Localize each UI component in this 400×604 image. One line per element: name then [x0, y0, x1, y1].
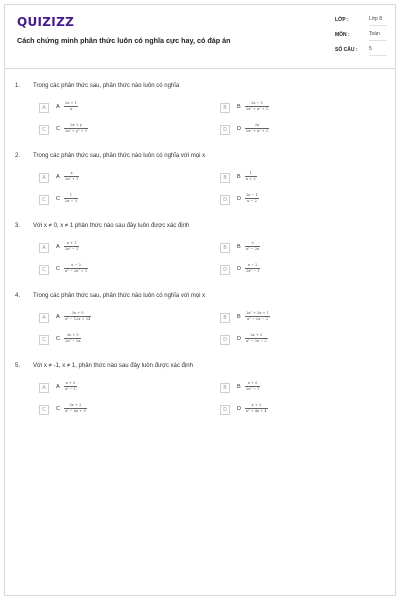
answer-option-c[interactable] — [39, 335, 189, 349]
option-checkbox[interactable]: D — [220, 125, 230, 135]
fraction-expression — [245, 193, 259, 203]
option-letter: A — [56, 384, 60, 390]
fraction-denominator: 2x² + y² + 1 — [65, 128, 88, 133]
fraction-numerator: 1 — [69, 193, 73, 197]
answer-option-d[interactable] — [220, 405, 370, 419]
fraction-expression — [64, 101, 78, 111]
option-checkbox[interactable]: B — [220, 313, 230, 323]
fraction-expression — [245, 101, 269, 111]
fraction-expression — [64, 333, 81, 343]
option-letter: A — [56, 244, 60, 250]
answer-option-d[interactable] — [220, 195, 370, 209]
question-2 — [5, 151, 395, 221]
fraction-expression — [64, 381, 77, 391]
worksheet-title: Cách chứng minh phân thức luôn có nghĩa cực hay, có đáp án — [17, 36, 231, 45]
fraction-expression — [245, 403, 268, 413]
fraction-denominator: x² − 2x — [246, 246, 260, 251]
fraction-expression — [245, 241, 260, 251]
question-number: 3. — [15, 223, 21, 229]
quizizz-logo: QUIZIZZ — [17, 15, 75, 29]
meta-row-class — [335, 17, 387, 32]
fraction-numerator: 3x + 5 — [71, 311, 84, 315]
worksheet-page — [4, 4, 396, 596]
question-number: 4. — [15, 293, 21, 299]
question-number: 2. — [15, 153, 21, 159]
option-checkbox[interactable]: C — [39, 195, 49, 205]
answer-option-c[interactable] — [39, 265, 189, 279]
option-checkbox[interactable]: C — [39, 405, 49, 415]
option-checkbox[interactable]: A — [39, 243, 49, 253]
fraction-expression — [245, 381, 260, 391]
fraction-denominator: x² − 12x + 34 — [65, 316, 91, 321]
fraction-denominator: x − 2 — [247, 198, 257, 203]
answer-option-c[interactable] — [39, 125, 189, 139]
fraction-denominator: x² − 2x − 2 — [246, 338, 267, 343]
meta-label: SỐ CÂU : — [335, 47, 358, 53]
option-letter: D — [237, 336, 241, 342]
fraction-numerator: x − 2 — [247, 263, 258, 267]
fraction-numerator: 2x + 1 — [65, 101, 77, 105]
option-checkbox[interactable]: A — [39, 383, 49, 393]
fraction-numerator: 2x² + 3x + 1 — [246, 311, 269, 315]
fraction-denominator: x² − 2x − 2 — [247, 316, 268, 321]
fraction-denominator: x² − 1 — [65, 386, 77, 391]
option-letter: D — [237, 266, 241, 272]
option-letter: B — [237, 174, 241, 180]
option-checkbox[interactable]: C — [39, 125, 49, 135]
option-checkbox[interactable]: B — [220, 383, 230, 393]
option-checkbox[interactable]: C — [39, 265, 49, 275]
fraction-numerator: x + 2 — [251, 403, 262, 407]
fraction-denominator: x² − 6x + 9 — [65, 408, 86, 413]
option-checkbox[interactable]: B — [220, 103, 230, 113]
fraction-denominator: x + 2 — [246, 176, 256, 181]
meta-label: LỚP : — [335, 17, 349, 23]
fraction-numerator: 3x + 2 — [69, 403, 82, 407]
fraction-numerator: x + 1 — [66, 241, 77, 245]
answer-option-b[interactable] — [220, 313, 370, 327]
fraction-numerator: x − 2 — [71, 263, 81, 267]
answer-option-c[interactable] — [39, 405, 189, 419]
option-letter: B — [237, 384, 241, 390]
question-number: 1. — [15, 83, 21, 89]
option-letter: A — [56, 104, 60, 110]
question-text: Với x ≠ 0, x ≠ 1 phân thức nào sau đây luôn được xác định — [33, 223, 190, 229]
fraction-expression — [64, 311, 91, 321]
option-letter: D — [237, 126, 241, 132]
option-letter: A — [56, 174, 60, 180]
meta-value: Lớp 8 — [369, 16, 387, 26]
answer-option-c[interactable] — [39, 195, 189, 209]
fraction-denominator: 2x − 3 — [65, 198, 77, 203]
fraction-numerator: x + 5 — [65, 381, 76, 385]
option-letter: D — [237, 196, 241, 202]
option-letter: A — [56, 314, 60, 320]
question-5 — [5, 361, 395, 431]
fraction-denominator: 2x² − 2 — [65, 246, 79, 251]
answer-option-b[interactable] — [220, 103, 370, 117]
fraction-numerator: 2x + y — [70, 123, 82, 127]
meta-row-question-count — [335, 47, 387, 62]
answer-option-d[interactable] — [220, 125, 370, 139]
meta-label: MÔN : — [335, 32, 350, 38]
answer-option-a[interactable] — [39, 173, 189, 187]
answer-option-b[interactable] — [220, 243, 370, 257]
question-list — [5, 81, 395, 431]
question-4 — [5, 291, 395, 361]
fraction-numerator: 2x + 3 — [250, 333, 263, 337]
fraction-expression — [64, 193, 78, 203]
option-letter: C — [56, 336, 60, 342]
option-letter: C — [56, 196, 60, 202]
option-checkbox[interactable]: D — [220, 265, 230, 275]
fraction-expression — [245, 263, 260, 273]
fraction-expression — [64, 403, 87, 413]
question-number: 5. — [15, 363, 21, 369]
meta-value: 5 — [369, 46, 387, 56]
fraction-expression — [245, 311, 270, 321]
fraction-expression — [245, 123, 269, 133]
worksheet-meta — [335, 17, 387, 62]
fraction-expression — [64, 171, 79, 181]
fraction-numerator: 3x + 5 — [66, 333, 79, 337]
fraction-numerator: 3 — [251, 241, 254, 245]
option-checkbox[interactable]: A — [39, 173, 49, 183]
option-letter: B — [237, 104, 241, 110]
option-letter: C — [56, 406, 60, 412]
fraction-denominator: 2x² − 1 — [246, 268, 260, 273]
fraction-expression — [64, 263, 88, 273]
fraction-denominator: 2x² − 1 — [246, 386, 260, 391]
option-checkbox[interactable]: A — [39, 103, 49, 113]
fraction-numerator: 2x − 1 — [246, 193, 258, 197]
fraction-expression — [64, 123, 88, 133]
question-text: Trong các phân thức sau, phân thức nào luôn có nghĩa với mọi x — [33, 293, 206, 299]
answer-option-a[interactable] — [39, 243, 189, 257]
option-checkbox[interactable]: D — [220, 195, 230, 205]
option-letter: C — [56, 126, 60, 132]
worksheet-header — [5, 5, 395, 69]
question-1 — [5, 81, 395, 151]
meta-value: Toán — [369, 31, 387, 41]
fraction-denominator: x — [69, 106, 72, 111]
fraction-numerator: 1 — [249, 171, 252, 175]
fraction-denominator: x² − 2x² + 1 — [65, 268, 88, 273]
question-text: Trong các phân thức sau, phân thức nào luôn có nghĩa — [33, 83, 180, 89]
answer-option-a[interactable] — [39, 383, 189, 397]
fraction-numerator: x — [70, 171, 73, 175]
question-3 — [5, 221, 395, 291]
fraction-numerator: 2x − 1 — [251, 101, 263, 105]
answer-option-b[interactable] — [220, 173, 370, 187]
answer-option-b[interactable] — [220, 383, 370, 397]
fraction-numerator: x + 5 — [247, 381, 258, 385]
meta-row-subject — [335, 32, 387, 47]
fraction-expression — [245, 333, 268, 343]
option-checkbox[interactable]: D — [220, 405, 230, 415]
option-checkbox[interactable]: B — [220, 243, 230, 253]
fraction-denominator: x² + 4x + 4 — [246, 408, 267, 413]
fraction-expression — [245, 171, 257, 181]
option-checkbox[interactable]: D — [220, 335, 230, 345]
answer-option-a[interactable] — [39, 103, 189, 117]
fraction-denominator: 2x² + 1 — [65, 176, 79, 181]
question-text: Với x ≠ -1, x ≠ 1, phân thức nào sau đây luôn được xác định — [33, 363, 193, 369]
option-checkbox[interactable]: B — [220, 173, 230, 183]
option-checkbox[interactable]: A — [39, 313, 49, 323]
fraction-denominator: 2x² − 2x — [65, 338, 81, 343]
option-letter: B — [237, 314, 241, 320]
answer-option-a[interactable] — [39, 313, 189, 327]
answer-option-d[interactable] — [220, 335, 370, 349]
option-checkbox[interactable]: C — [39, 335, 49, 345]
question-text: Trong các phân thức sau, phân thức nào luôn có nghĩa với mọi x — [33, 153, 206, 159]
option-letter: B — [237, 244, 241, 250]
fraction-expression — [64, 241, 79, 251]
answer-option-d[interactable] — [220, 265, 370, 279]
option-letter: C — [56, 266, 60, 272]
fraction-numerator: 2x — [254, 123, 260, 127]
option-letter: D — [237, 406, 241, 412]
fraction-denominator: 2x² + x² + 1 — [246, 106, 269, 111]
fraction-denominator: 2x² + x² + 1 — [246, 128, 269, 133]
